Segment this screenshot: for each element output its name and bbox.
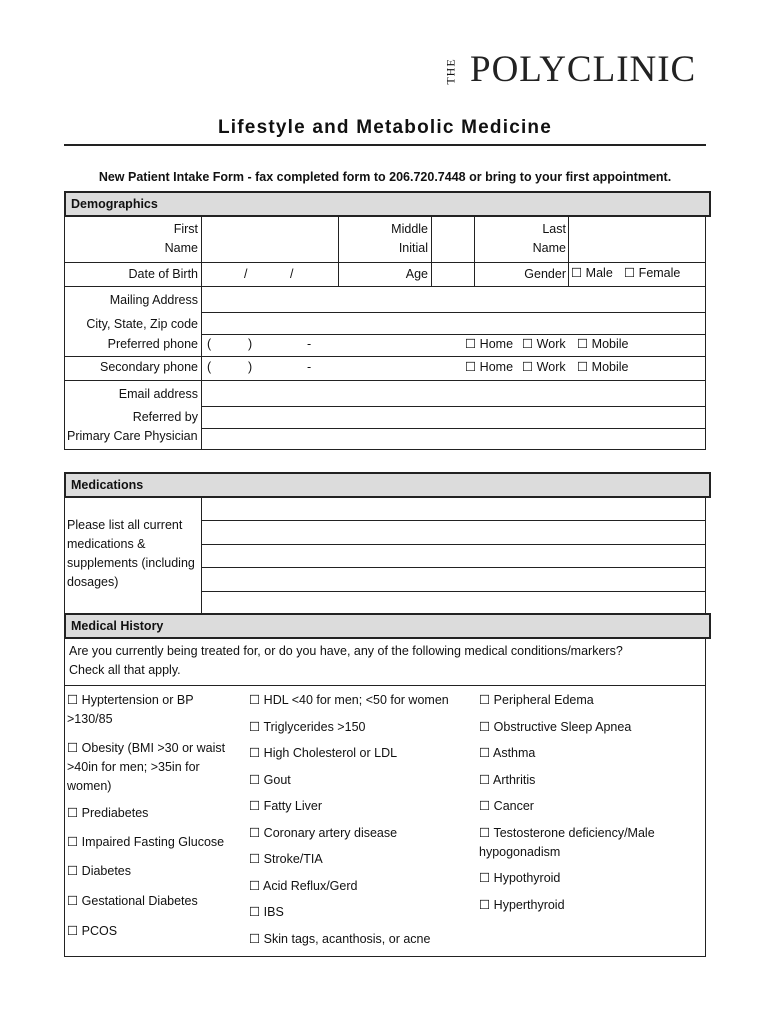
- condition-acid-reflux-checkbox[interactable]: ☐ Acid Reflux/Gerd: [249, 879, 358, 893]
- condition-impaired-glucose-checkbox[interactable]: ☐ Impaired Fasting Glucose: [67, 835, 225, 849]
- condition-fatty-liver-checkbox[interactable]: ☐ Fatty Liver: [249, 799, 323, 813]
- preferred-home-checkbox[interactable]: ☐ Home: [465, 337, 514, 351]
- medication-line-2[interactable]: [202, 521, 705, 543]
- condition-cancer-checkbox[interactable]: ☐ Cancer: [479, 799, 534, 813]
- condition-cholesterol-checkbox[interactable]: ☐ High Cholesterol or LDL: [249, 746, 398, 760]
- secondary-home-checkbox[interactable]: ☐ Home: [465, 360, 514, 374]
- condition-testosterone-checkbox[interactable]: ☐ Testosterone deficiency/Male hypogonadism: [479, 826, 655, 859]
- phone-dash: -: [307, 337, 312, 351]
- medication-line-3[interactable]: [202, 545, 705, 566]
- secondary-phone-label: Secondary phone: [100, 360, 198, 374]
- referred-by-field[interactable]: [202, 407, 705, 427]
- condition-gout-checkbox[interactable]: ☐ Gout: [249, 773, 291, 787]
- condition-skin-tags-checkbox[interactable]: ☐ Skin tags, acanthosis, or acne: [249, 932, 431, 946]
- condition-sleep-apnea-checkbox[interactable]: ☐ Obstructive Sleep Apnea: [479, 720, 632, 734]
- phone-paren-close: ): [248, 337, 253, 351]
- condition-diabetes-checkbox[interactable]: ☐ Diabetes: [67, 864, 132, 878]
- mailing-address-field[interactable]: [202, 287, 705, 311]
- first-name-label: First Name: [164, 222, 198, 255]
- email-field[interactable]: [202, 381, 705, 405]
- condition-obesity-checkbox[interactable]: ☐ Obesity (BMI >30 or waist >40in for men; >35in for women): [67, 741, 226, 793]
- medical-history-header: Medical History: [64, 613, 711, 639]
- condition-hypertension-checkbox[interactable]: ☐ Hyptertension or BP >130/85: [67, 693, 194, 726]
- condition-asthma-checkbox[interactable]: ☐ Asthma: [479, 746, 536, 760]
- condition-stroke-checkbox[interactable]: ☐ Stroke/TIA: [249, 852, 323, 866]
- gender-female-checkbox[interactable]: ☐ Female: [624, 266, 681, 280]
- gender-male-checkbox[interactable]: ☐ Male: [571, 266, 613, 280]
- age-field[interactable]: [432, 263, 473, 285]
- logo-prefix: THE: [443, 58, 458, 85]
- last-name-field[interactable]: [569, 217, 705, 261]
- secondary-work-checkbox[interactable]: ☐ Work: [522, 360, 566, 374]
- phone-paren-open: (: [207, 360, 212, 374]
- email-label: Email address: [118, 387, 198, 401]
- medications-prompt: Please list all current medications & supplements (including dosages): [67, 518, 195, 589]
- medications-header: Medications: [64, 472, 711, 498]
- medication-line-1[interactable]: [202, 498, 705, 519]
- preferred-mobile-checkbox[interactable]: ☐ Mobile: [577, 337, 629, 351]
- preferred-phone-label: Preferred phone: [107, 337, 198, 351]
- age-label: Age: [405, 267, 428, 281]
- middle-initial-label: Middle Initial: [391, 222, 428, 255]
- condition-prediabetes-checkbox[interactable]: ☐ Prediabetes: [67, 806, 149, 820]
- medication-line-5[interactable]: [202, 592, 705, 613]
- pcp-label: Primary Care Physician: [67, 429, 198, 443]
- logo: POLYCLINIC: [470, 49, 697, 90]
- dob-separator: /: [244, 267, 248, 281]
- dob-separator: /: [290, 267, 294, 281]
- condition-ibs-checkbox[interactable]: ☐ IBS: [249, 905, 284, 919]
- history-instruction: Check all that apply.: [69, 663, 181, 677]
- last-name-label: Last Name: [532, 222, 566, 255]
- phone-paren-open: (: [207, 337, 212, 351]
- condition-edema-checkbox[interactable]: ☐ Peripheral Edema: [479, 693, 594, 707]
- condition-hdl-checkbox[interactable]: ☐ HDL <40 for men; <50 for women: [249, 693, 449, 707]
- gender-label: Gender: [524, 267, 566, 281]
- referred-by-label: Referred by: [132, 410, 198, 424]
- preferred-work-checkbox[interactable]: ☐ Work: [522, 337, 566, 351]
- demographics-header: Demographics: [64, 191, 711, 217]
- page-title: Lifestyle and Metabolic Medicine: [217, 117, 553, 138]
- secondary-mobile-checkbox[interactable]: ☐ Mobile: [577, 360, 629, 374]
- condition-hypothyroid-checkbox[interactable]: ☐ Hypothyroid: [479, 871, 561, 885]
- first-name-field[interactable]: [202, 217, 337, 261]
- preferred-phone-field[interactable]: [202, 335, 457, 355]
- form-instructions: New Patient Intake Form - fax completed form to 206.720.7448 or bring to your first appointment.: [98, 170, 672, 184]
- city-state-zip-field[interactable]: [202, 313, 705, 333]
- condition-gestational-diabetes-checkbox[interactable]: ☐ Gestational Diabetes: [67, 894, 198, 908]
- middle-initial-field[interactable]: [432, 217, 473, 261]
- history-question: Are you currently being treated for, or do you have, any of the following medical conditions/markers?: [69, 644, 623, 658]
- title-divider: [64, 144, 706, 146]
- phone-paren-close: ): [248, 360, 253, 374]
- dob-field[interactable]: [202, 263, 337, 285]
- condition-triglycerides-checkbox[interactable]: ☐ Triglycerides >150: [249, 720, 366, 734]
- secondary-phone-field[interactable]: [202, 357, 457, 379]
- condition-coronary-checkbox[interactable]: ☐ Coronary artery disease: [249, 826, 398, 840]
- condition-arthritis-checkbox[interactable]: ☐ Arthritis: [479, 773, 536, 787]
- medication-line-4[interactable]: [202, 568, 705, 590]
- condition-hyperthyroid-checkbox[interactable]: ☐ Hyperthyroid: [479, 898, 565, 912]
- phone-dash: -: [307, 360, 312, 374]
- pcp-field[interactable]: [202, 429, 705, 449]
- mailing-address-label: Mailing Address: [109, 293, 198, 307]
- dob-label: Date of Birth: [128, 267, 198, 281]
- condition-pcos-checkbox[interactable]: ☐ PCOS: [67, 924, 118, 938]
- city-state-zip-label: City, State, Zip code: [86, 317, 198, 331]
